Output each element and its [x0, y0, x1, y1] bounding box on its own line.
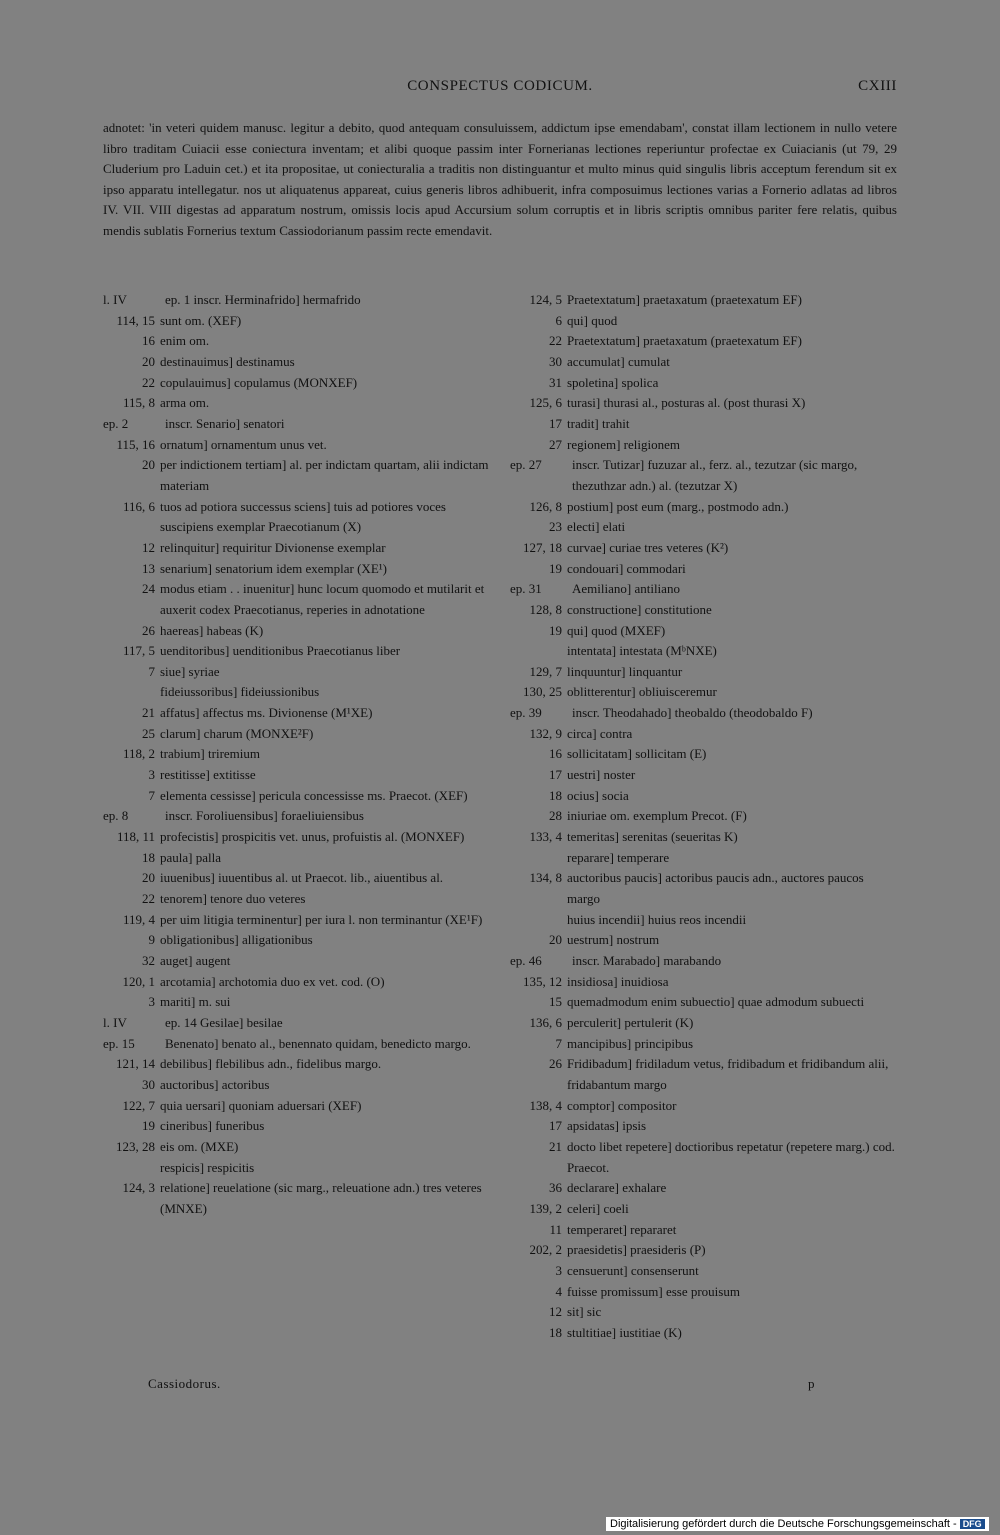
entry-reference: 22	[142, 891, 155, 907]
entry-reference: 17	[549, 1118, 562, 1134]
apparatus-entry	[103, 682, 491, 703]
apparatus-entry	[103, 662, 491, 683]
entry-reference: 28	[549, 808, 562, 824]
apparatus-entry	[510, 848, 898, 869]
apparatus-entry	[510, 703, 898, 724]
entry-reference: 123, 28	[116, 1138, 155, 1154]
apparatus-entry	[103, 992, 491, 1013]
entry-reading: qui] quod	[567, 312, 618, 328]
apparatus-entry	[103, 889, 491, 910]
entry-reference: l. IV	[103, 1014, 127, 1030]
entry-reading: postium] post eum (marg., postmodo adn.)	[567, 498, 789, 514]
entry-reference: ep. 27	[510, 457, 542, 473]
entry-reference: 13	[142, 560, 155, 576]
apparatus-entry	[510, 435, 898, 456]
entry-reference: 7	[148, 787, 155, 803]
apparatus-entry	[103, 765, 491, 786]
entry-reading: qui] quod (MXEF)	[567, 622, 666, 638]
entry-reference: 118, 2	[122, 746, 155, 762]
entry-reading: tenorem] tenore duo veteres	[160, 891, 306, 907]
dfg-logo: DFG	[960, 1519, 985, 1529]
entry-reading: perculerit] pertulerit (K)	[567, 1014, 694, 1030]
apparatus-entry	[510, 641, 898, 662]
entry-reading: uestri] noster	[567, 767, 636, 783]
entry-reading: insidiosa] inuidiosa	[567, 973, 669, 989]
entry-reading: censuerunt] consenserunt	[567, 1262, 699, 1278]
entry-reading: stultitiae] iustitiae (K)	[567, 1324, 682, 1340]
entry-reading: mancipibus] principibus	[567, 1035, 694, 1051]
entry-reference: 126, 8	[529, 498, 562, 514]
dfg-notice[interactable]	[606, 1517, 989, 1531]
entry-reference: 120, 1	[122, 973, 155, 989]
entry-reading: inscr. Tutizar] fuzuzar al., ferz. al., tezutzar (sic margo, thezuthzar adn.) al. (tezutzar X)	[572, 457, 858, 493]
entry-reference: ep. 39	[510, 705, 542, 721]
apparatus-entry	[510, 1054, 898, 1095]
entry-reference: 122, 7	[122, 1097, 155, 1113]
apparatus-entry	[510, 724, 898, 745]
apparatus-entry	[510, 827, 898, 848]
entry-reference: 18	[142, 849, 155, 865]
apparatus-entry	[510, 1199, 898, 1220]
apparatus-entry	[510, 786, 898, 807]
entry-reference: ep. 15	[103, 1035, 135, 1051]
entry-reference: 119, 4	[122, 911, 155, 927]
entry-reference: 129, 7	[529, 663, 562, 679]
apparatus-entry	[510, 972, 898, 993]
intro-paragraph: adnotet: 'in veteri quidem manusc. legitur a debito, quod antequam consuluissem, addictum ipse emendabam', constat illam lectionem in nullo vetere libro traditam Cuiacii esse coniectura inventam; et alibi quoque passim inter Fornerianas lectiones reperiuntur profectae ex Cuiacianis (ut 79, 29 Cluderium pro Laduin cet.) et ita propositae, ut coniecturalia a traditis non distinguantur et multo minus quid singulis libris acceptum ferendum sit ex ipso apparatu intellegatur. nos ut aliquatenus appareat, cuius generis libros adhibuerit, infra composuimus lectiones varias a Fornerio adlatas ad libros IV. VII. VIII digestas ad apparatum nostrum, omissis locis apud Accursium solum corruptis et in libris scriptis omnibus pariter fere relatis, quibus mendis sublatis Fornerius textum Cassiodorianum passim recte emendavit.	[103, 120, 897, 238]
apparatus-entry	[510, 517, 898, 538]
apparatus-entry	[103, 806, 491, 827]
entry-reading: turasi] thurasi al., posturas al. (post thurasi X)	[567, 395, 806, 411]
entry-reference: 6	[555, 312, 562, 328]
apparatus-entry	[510, 455, 898, 496]
apparatus-entry	[510, 600, 898, 621]
entry-reading: sunt om. (XEF)	[160, 312, 242, 328]
entry-reference: 116, 6	[122, 498, 155, 514]
entry-reading: inscr. Senario] senatori	[165, 415, 285, 431]
footer-signature: p	[808, 1376, 815, 1391]
entry-reference: 11	[549, 1221, 562, 1237]
apparatus-entry	[510, 331, 898, 352]
entry-reading: obligationibus] alligationibus	[160, 932, 313, 948]
entry-reference: 118, 11	[116, 829, 155, 845]
apparatus-entry	[510, 579, 898, 600]
entry-reading: constructione] constitutione	[567, 601, 712, 617]
entry-reference: 20	[142, 353, 155, 369]
apparatus-entry	[103, 414, 491, 435]
apparatus-entry	[103, 455, 491, 496]
page-number: CXIII	[858, 78, 897, 94]
entry-reading: cineribus] funeribus	[160, 1118, 265, 1134]
entry-reference: 32	[142, 953, 155, 968]
apparatus-entry	[103, 972, 491, 993]
entry-reading: inscr. Foroliuensibus] foraeliuiensibus	[165, 808, 364, 824]
entry-reference: 115, 8	[122, 395, 155, 411]
footer-author: Cassiodorus.	[148, 1376, 221, 1391]
apparatus-entry	[103, 290, 491, 311]
entry-reading: haereas] habeas (K)	[160, 622, 264, 638]
entry-reference: 30	[142, 1076, 155, 1092]
entry-reading: auget] augent	[160, 953, 231, 968]
entry-reading: ocius] socia	[567, 787, 629, 803]
entry-reading: Praetextatum] praetaxatum (praetexatum EF)	[567, 333, 802, 349]
entry-reading: quemadmodum enim subuectio] quae admodum subuecti	[567, 994, 865, 1010]
left-apparatus-column	[103, 290, 491, 1220]
entry-reading: enim om.	[160, 333, 210, 349]
apparatus-entry	[510, 1137, 898, 1178]
apparatus-entry	[510, 910, 898, 931]
entry-reading: arma om.	[160, 395, 210, 411]
entry-reading: mariti] m. sui	[160, 994, 231, 1010]
apparatus-entry	[510, 1013, 898, 1034]
apparatus-entry	[103, 951, 491, 972]
entry-reference: 134, 8	[529, 870, 562, 886]
entry-reading: inscr. Theodahado] theobaldo (theodobaldo F)	[572, 705, 813, 721]
entry-reading: eis om. (MXE)	[160, 1138, 239, 1154]
entry-reference: 130, 25	[523, 684, 562, 700]
entry-reading: fuisse promissum] esse prouisum	[567, 1283, 740, 1299]
entry-reading: condouari] commodari	[567, 560, 686, 576]
entry-reading: fideiussoribus] fideiussionibus	[160, 684, 320, 700]
entry-reading: elementa cessisse] pericula concessisse ms. Praecot. (XEF)	[160, 787, 468, 803]
entry-reading: per indictionem tertiam] al. per indictam quartam, alii indictam materiam	[160, 457, 489, 493]
entry-reference: 128, 8	[529, 601, 562, 617]
entry-reading: respicis] respicitis	[160, 1159, 255, 1175]
apparatus-entry	[510, 1261, 898, 1282]
entry-reference: 12	[549, 1304, 562, 1320]
entry-reading: apsidatas] ipsis	[567, 1118, 647, 1134]
entry-reference: 114, 15	[116, 312, 155, 328]
apparatus-entry	[103, 435, 491, 456]
apparatus-entry	[103, 352, 491, 373]
entry-reading: Fridibadum] fridiladum vetus, fridibadum et fridibandum alii, fridabantum margo	[567, 1056, 889, 1092]
apparatus-entry	[510, 1323, 898, 1344]
entry-reference: 24	[142, 581, 155, 597]
dfg-notice-text: Digitalisierung gefördert durch die Deutsche Forschungsgemeinschaft -	[610, 1518, 957, 1530]
apparatus-entry	[103, 393, 491, 414]
entry-reading: per uim litigia terminentur] per iura l. non terminantur (XE¹F)	[160, 911, 483, 927]
entry-reading: ornatum] ornamentum unus vet.	[160, 436, 327, 452]
apparatus-entry	[103, 331, 491, 352]
entry-reading: arcotamia] archotomia duo ex vet. cod. (O)	[160, 973, 385, 989]
entry-reference: 21	[549, 1138, 562, 1154]
entry-reading: ep. 14 Gesilae] besilae	[165, 1014, 283, 1030]
entry-reference: ep. 31	[510, 581, 542, 597]
apparatus-entry	[510, 352, 898, 373]
entry-reference: 3	[148, 767, 155, 783]
entry-reading: destinauimus] destinamus	[160, 353, 295, 369]
apparatus-entry	[510, 868, 898, 909]
apparatus-entry	[510, 290, 898, 311]
apparatus-entry	[510, 497, 898, 518]
entry-reading: tradit] trahit	[567, 415, 630, 431]
apparatus-entry	[510, 1240, 898, 1261]
apparatus-entry	[510, 1282, 898, 1303]
entry-reading: linquuntur] linquantur	[567, 663, 683, 679]
entry-reading: iniuriae om. exemplum Precot. (F)	[567, 808, 747, 824]
apparatus-entry	[510, 930, 898, 951]
entry-reading: reparare] temperare	[567, 849, 670, 865]
entry-reading: inscr. Marabado] marabando	[572, 953, 722, 968]
apparatus-entry	[103, 1158, 491, 1179]
apparatus-entry	[510, 311, 898, 332]
entry-reference: 17	[549, 767, 562, 783]
entry-reading: regionem] religionem	[567, 436, 680, 452]
entry-reading: relatione] reuelatione (sic marg., releuatione adn.) tres veteres (MNXE)	[160, 1180, 482, 1216]
entry-reading: ep. 1 inscr. Herminafrido] hermafrido	[165, 292, 361, 307]
entry-reading: restitisse] extitisse	[160, 767, 256, 783]
entry-reading: electi] elati	[567, 519, 626, 535]
entry-reference: 22	[142, 374, 155, 390]
entry-reference: 19	[549, 560, 562, 576]
entry-reference: 36	[549, 1180, 562, 1196]
entry-reference: 18	[549, 787, 562, 803]
apparatus-entry	[103, 1075, 491, 1096]
entry-reference: 125, 6	[529, 395, 562, 411]
entry-reading: profecistis] prospicitis vet. unus, profuistis al. (MONXEF)	[160, 829, 465, 845]
entry-reference: 139, 2	[529, 1200, 562, 1216]
apparatus-entry	[103, 1013, 491, 1034]
entry-reading: affatus] affectus ms. Divionense (M¹XE)	[160, 705, 373, 721]
apparatus-entry	[103, 641, 491, 662]
entry-reference: 26	[549, 1056, 562, 1072]
apparatus-entry	[510, 393, 898, 414]
entry-reading: auctoribus paucis] actoribus paucis adn., auctores paucos margo	[567, 870, 864, 907]
entry-reference: ep. 8	[103, 808, 129, 824]
entry-reference: 3	[148, 994, 155, 1010]
entry-reference: 132, 9	[529, 725, 562, 741]
apparatus-entry	[103, 930, 491, 951]
entry-reading: huius incendii] huius reos incendii	[567, 911, 747, 927]
entry-reference: 3	[555, 1262, 562, 1278]
entry-reading: quia uersari] quoniam aduersari (XEF)	[160, 1097, 362, 1113]
entry-reference: ep. 2	[103, 415, 129, 431]
entry-reading: comptor] compositor	[567, 1097, 677, 1113]
entry-reference: 20	[549, 932, 562, 948]
apparatus-entry	[103, 786, 491, 807]
entry-reference: 4	[555, 1283, 562, 1299]
entry-reference: 31	[549, 374, 562, 390]
entry-reading: debilibus] flebilibus adn., fidelibus margo.	[160, 1056, 382, 1072]
apparatus-entry	[103, 724, 491, 745]
entry-reference: 30	[549, 353, 562, 369]
apparatus-entry	[510, 1220, 898, 1241]
entry-reading: siue] syriae	[160, 663, 220, 679]
apparatus-entry	[510, 621, 898, 642]
apparatus-entry	[103, 621, 491, 642]
entry-reading: auctoribus] actoribus	[160, 1076, 270, 1092]
apparatus-entry	[510, 1096, 898, 1117]
entry-reference: 136, 6	[529, 1014, 562, 1030]
entry-reading: circa] contra	[567, 725, 633, 741]
entry-reference: 15	[549, 994, 562, 1010]
entry-reading: docto libet repetere] doctioribus repetatur (repetere marg.) cod. Praecot.	[567, 1138, 895, 1175]
entry-reference: 138, 4	[529, 1097, 562, 1113]
apparatus-entry	[103, 373, 491, 394]
apparatus-entry	[103, 703, 491, 724]
apparatus-entry	[103, 910, 491, 931]
apparatus-entry	[510, 373, 898, 394]
entry-reference: l. IV	[103, 292, 127, 307]
entry-reading: modus etiam . . inuenitur] hunc locum quomodo et mutilarit et auxerit codex Praecotianus, reperies in adnotatione	[160, 581, 485, 617]
apparatus-entry	[103, 579, 491, 620]
apparatus-entry	[103, 1096, 491, 1117]
apparatus-entry	[510, 806, 898, 827]
entry-reference: 133, 4	[529, 829, 562, 845]
entry-reading: Praetextatum] praetaxatum (praetexatum EF)	[567, 292, 802, 307]
apparatus-entry	[103, 744, 491, 765]
entry-reading: Aemiliano] antiliano	[572, 581, 680, 597]
apparatus-entry	[103, 1178, 491, 1219]
entry-reading: trabium] triremium	[160, 746, 261, 762]
entry-reading: iuuenibus] iuuentibus al. ut Praecot. lib., aiuentibus al.	[160, 870, 444, 886]
entry-reference: 23	[549, 519, 562, 535]
entry-reading: copulauimus] copulamus (MONXEF)	[160, 374, 358, 390]
apparatus-entry	[510, 1178, 898, 1199]
entry-reference: 135, 12	[523, 973, 562, 989]
apparatus-entry	[103, 1034, 491, 1055]
entry-reference: 7	[555, 1035, 562, 1051]
apparatus-entry	[510, 992, 898, 1013]
apparatus-entry	[510, 682, 898, 703]
entry-reading: accumulat] cumulat	[567, 353, 670, 369]
entry-reading: uestrum] nostrum	[567, 932, 660, 948]
entry-reading: curvae] curiae tres veteres (K²)	[567, 539, 729, 555]
entry-reading: clarum] charum (MONXE²F)	[160, 725, 314, 741]
apparatus-entry	[103, 1116, 491, 1137]
apparatus-entry	[510, 559, 898, 580]
entry-reference: 26	[142, 622, 155, 638]
apparatus-entry	[103, 827, 491, 848]
entry-reference: 121, 14	[116, 1056, 155, 1072]
entry-reading: uenditoribus] uenditionibus Praecotianus liber	[160, 643, 401, 659]
entry-reading: relinquitur] requiritur Divionense exemplar	[160, 539, 386, 555]
entry-reading: declarare] exhalare	[567, 1180, 667, 1196]
entry-reference: 12	[142, 539, 155, 555]
apparatus-entry	[510, 744, 898, 765]
apparatus-entry	[510, 765, 898, 786]
entry-reference: 21	[142, 705, 155, 721]
entry-reading: praesidetis] praesideris (P)	[567, 1242, 706, 1258]
entry-reading: senarium] senatorium idem exemplar (XE¹)	[160, 560, 387, 576]
entry-reference: 19	[142, 1118, 155, 1134]
apparatus-entry	[103, 497, 491, 538]
entry-reference: 20	[142, 457, 155, 473]
entry-reference: 19	[549, 622, 562, 638]
entry-reference: 124, 5	[529, 292, 562, 307]
entry-reference: ep. 46	[510, 953, 542, 968]
entry-reference: 7	[148, 663, 155, 679]
apparatus-entry	[103, 848, 491, 869]
entry-reading: tuos ad potiora successus sciens] tuis ad potiores voces suscipiens exemplar Praecotianum (X)	[160, 498, 446, 535]
apparatus-entry	[103, 538, 491, 559]
apparatus-entry	[510, 662, 898, 683]
apparatus-entry	[510, 1116, 898, 1137]
entry-reading: temeritas] serenitas (seueritas K)	[567, 829, 738, 845]
entry-reference: 115, 16	[116, 436, 155, 452]
entry-reference: 18	[549, 1324, 562, 1340]
entry-reading: Benenato] benato al., benennato quidam, benedicto margo.	[165, 1035, 471, 1051]
apparatus-entry	[103, 1054, 491, 1075]
apparatus-entry	[510, 1302, 898, 1323]
apparatus-entry	[510, 538, 898, 559]
entry-reference: 16	[142, 333, 155, 349]
apparatus-entry	[510, 1034, 898, 1055]
apparatus-entry	[510, 414, 898, 435]
entry-reading: sit] sic	[567, 1304, 602, 1320]
entry-reference: 22	[549, 333, 562, 349]
right-apparatus-column	[510, 290, 898, 1343]
entry-reference: 127, 18	[523, 539, 562, 555]
entry-reference: 202, 2	[529, 1242, 562, 1258]
entry-reading: celeri] coeli	[567, 1200, 629, 1216]
entry-reading: oblitterentur] obliuisceremur	[567, 684, 717, 700]
entry-reference: 27	[549, 436, 562, 452]
apparatus-entry	[510, 951, 898, 972]
entry-reference: 25	[142, 725, 155, 741]
entry-reference: 17	[549, 415, 562, 431]
entry-reference: 117, 5	[122, 643, 155, 659]
entry-reference: 20	[142, 870, 155, 886]
entry-reading: intentata] intestata (MᵇNXE)	[567, 643, 717, 659]
entry-reference: 16	[549, 746, 562, 762]
apparatus-entry	[103, 1137, 491, 1158]
apparatus-entry	[103, 311, 491, 332]
entry-reading: temperaret] repararet	[567, 1221, 677, 1237]
apparatus-entry	[103, 868, 491, 889]
entry-reading: paula] palla	[160, 849, 221, 865]
entry-reading: spoletina] spolica	[567, 374, 659, 390]
entry-reading: sollicitatam] sollicitam (E)	[567, 746, 707, 762]
entry-reference: 124, 3	[122, 1180, 155, 1196]
apparatus-entry	[103, 559, 491, 580]
running-title: CONSPECTUS CODICUM.	[407, 78, 593, 94]
entry-reference: 9	[148, 932, 155, 948]
